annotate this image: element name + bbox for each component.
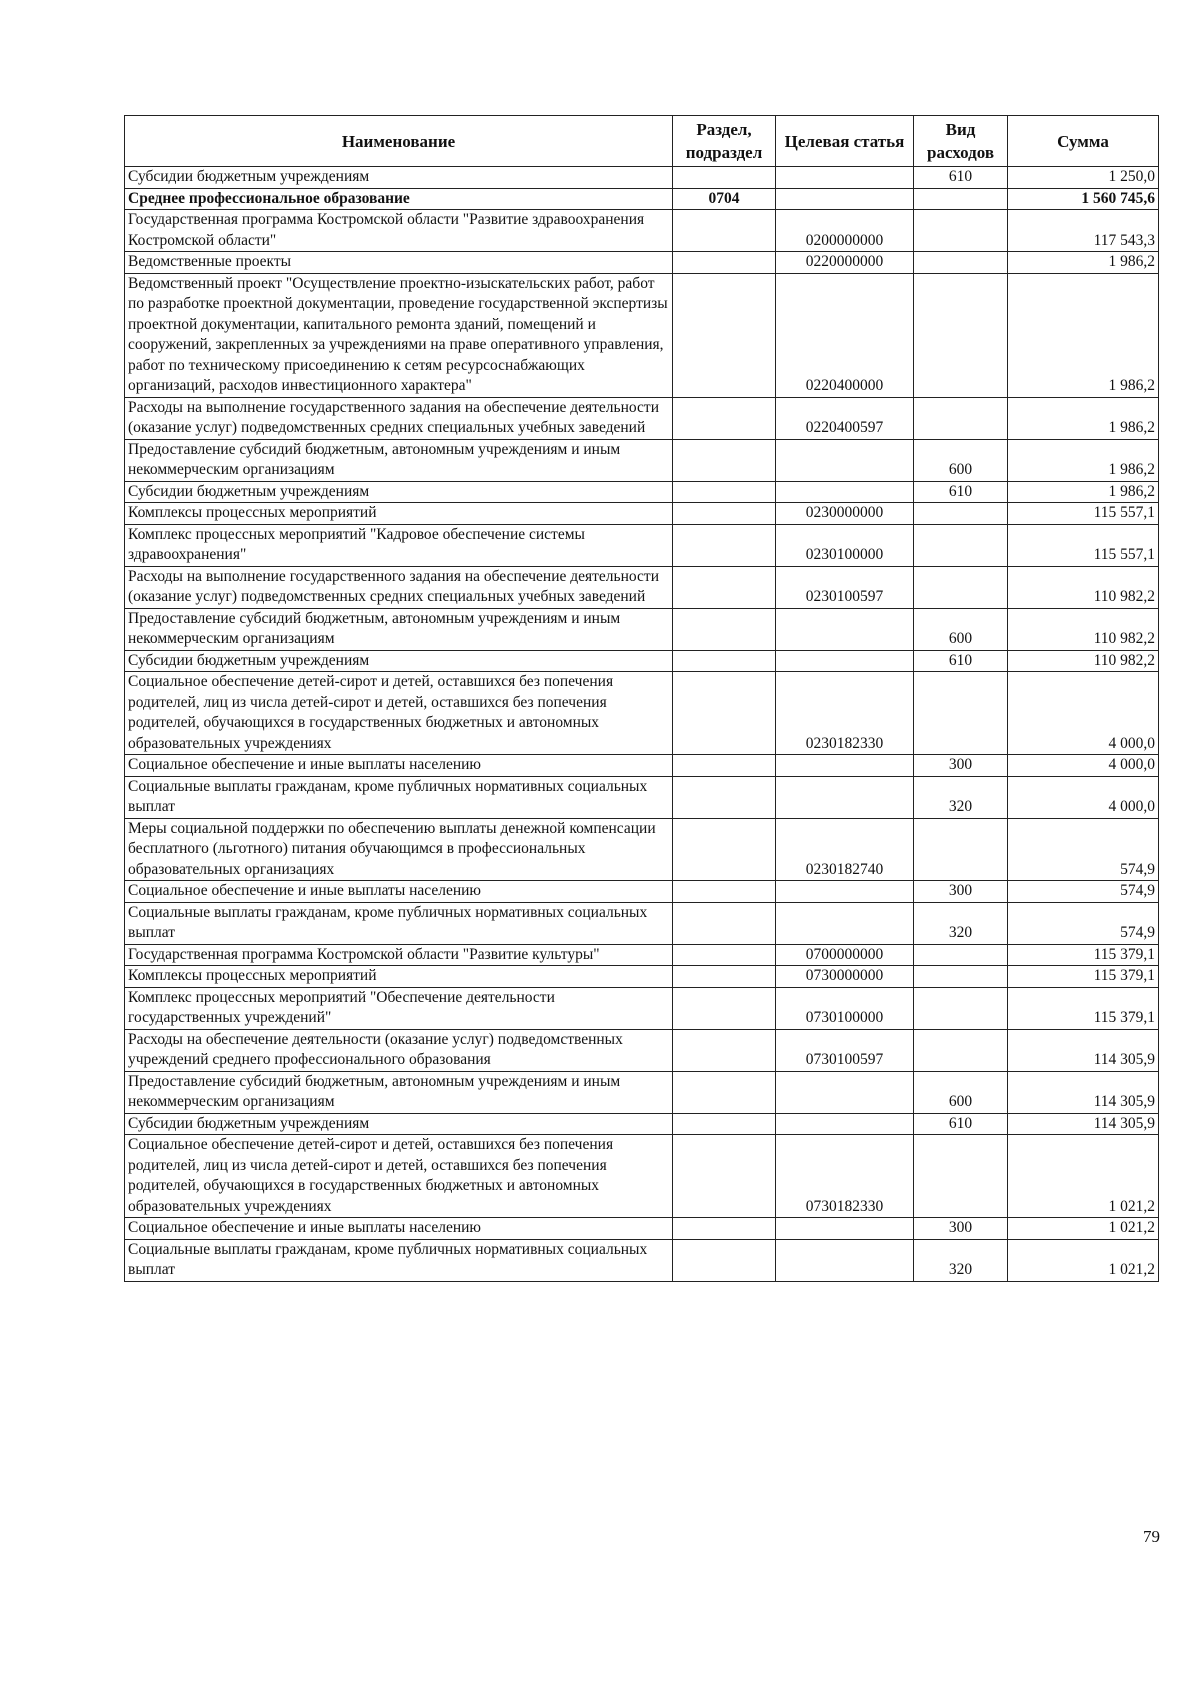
cell-type <box>914 503 1008 525</box>
table-row <box>125 252 1159 274</box>
cell-section <box>673 1218 776 1240</box>
cell-section <box>673 397 776 439</box>
table-row <box>125 944 1159 966</box>
cell-sum: 114 305,9 <box>1008 1071 1159 1113</box>
cell-sum: 110 982,2 <box>1008 608 1159 650</box>
cell-section <box>673 524 776 566</box>
header-target: Целевая статья <box>776 116 914 167</box>
table-row <box>125 966 1159 988</box>
table-row <box>125 987 1159 1029</box>
table-row <box>125 503 1159 525</box>
cell-name: Комплексы процессных мероприятий <box>125 503 673 525</box>
table-row <box>125 397 1159 439</box>
cell-target: 0230100000 <box>776 524 914 566</box>
cell-sum: 574,9 <box>1008 881 1159 903</box>
cell-name: Социальное обеспечение и иные выплаты населению <box>125 881 673 903</box>
cell-sum: 1 986,2 <box>1008 439 1159 481</box>
cell-section <box>673 1113 776 1135</box>
cell-section <box>673 1239 776 1281</box>
cell-type <box>914 1135 1008 1218</box>
budget-table <box>124 115 1159 1282</box>
cell-target: 0230000000 <box>776 503 914 525</box>
cell-target <box>776 1113 914 1135</box>
cell-type: 610 <box>914 481 1008 503</box>
cell-section <box>673 1071 776 1113</box>
cell-name: Предоставление субсидий бюджетным, автономным учреждениям и иным некоммерческим организациям <box>125 608 673 650</box>
table-row <box>125 1113 1159 1135</box>
cell-name: Социальное обеспечение детей-сирот и детей, оставшихся без попечения родителей, лиц из числа детей-сирот и детей, оставшихся без попечения родителей, обучающихся в государственных бюджетных и автономных образовательных учреждениях <box>125 672 673 755</box>
cell-name: Социальное обеспечение и иные выплаты населению <box>125 1218 673 1240</box>
cell-target: 0230182740 <box>776 818 914 881</box>
table-row <box>125 1071 1159 1113</box>
cell-name: Субсидии бюджетным учреждениям <box>125 650 673 672</box>
cell-target <box>776 650 914 672</box>
cell-name: Меры социальной поддержки по обеспечению выплаты денежной компенсации бесплатного (льготного) питания обучающимся в профессиональных образовательных организациях <box>125 818 673 881</box>
cell-type: 610 <box>914 1113 1008 1135</box>
cell-section <box>673 566 776 608</box>
table-row <box>125 524 1159 566</box>
table-row <box>125 210 1159 252</box>
cell-name: Комплекс процессных мероприятий "Кадровое обеспечение системы здравоохранения" <box>125 524 673 566</box>
cell-type: 600 <box>914 439 1008 481</box>
cell-section <box>673 902 776 944</box>
cell-section <box>673 273 776 397</box>
cell-sum: 1 986,2 <box>1008 481 1159 503</box>
cell-target: 0730100597 <box>776 1029 914 1071</box>
table-row <box>125 608 1159 650</box>
cell-section: 0704 <box>673 188 776 210</box>
cell-type: 320 <box>914 902 1008 944</box>
table-body <box>125 167 1159 1282</box>
cell-target <box>776 881 914 903</box>
cell-sum: 1 021,2 <box>1008 1218 1159 1240</box>
cell-section <box>673 672 776 755</box>
cell-target <box>776 1218 914 1240</box>
cell-name: Комплексы процессных мероприятий <box>125 966 673 988</box>
cell-sum: 115 379,1 <box>1008 987 1159 1029</box>
header-type: Вид расходов <box>914 116 1008 167</box>
cell-target: 0700000000 <box>776 944 914 966</box>
cell-type <box>914 252 1008 274</box>
cell-type <box>914 672 1008 755</box>
table-row <box>125 273 1159 397</box>
cell-target: 0730000000 <box>776 966 914 988</box>
cell-sum: 114 305,9 <box>1008 1029 1159 1071</box>
cell-target <box>776 1239 914 1281</box>
cell-section <box>673 1135 776 1218</box>
cell-type <box>914 566 1008 608</box>
cell-sum: 115 557,1 <box>1008 524 1159 566</box>
cell-section <box>673 608 776 650</box>
table-row <box>125 167 1159 189</box>
cell-name: Социальные выплаты гражданам, кроме публичных нормативных социальных выплат <box>125 1239 673 1281</box>
cell-type <box>914 210 1008 252</box>
cell-section <box>673 755 776 777</box>
page-number: 79 <box>1143 1527 1160 1546</box>
table-row <box>125 481 1159 503</box>
cell-type: 600 <box>914 1071 1008 1113</box>
cell-target <box>776 608 914 650</box>
cell-sum: 574,9 <box>1008 818 1159 881</box>
cell-sum: 1 560 745,6 <box>1008 188 1159 210</box>
table-row <box>125 188 1159 210</box>
table-row <box>125 755 1159 777</box>
cell-target <box>776 439 914 481</box>
cell-name: Субсидии бюджетным учреждениям <box>125 481 673 503</box>
cell-type: 300 <box>914 881 1008 903</box>
cell-target: 0230100597 <box>776 566 914 608</box>
cell-type <box>914 818 1008 881</box>
cell-section <box>673 776 776 818</box>
table-row <box>125 439 1159 481</box>
cell-section <box>673 966 776 988</box>
cell-name: Ведомственные проекты <box>125 252 673 274</box>
table-header-row <box>125 116 1159 167</box>
cell-name: Предоставление субсидий бюджетным, автономным учреждениям и иным некоммерческим организациям <box>125 439 673 481</box>
cell-target: 0220000000 <box>776 252 914 274</box>
cell-target <box>776 188 914 210</box>
cell-type <box>914 966 1008 988</box>
cell-type <box>914 188 1008 210</box>
cell-type <box>914 397 1008 439</box>
cell-target: 0730182330 <box>776 1135 914 1218</box>
cell-type <box>914 944 1008 966</box>
cell-sum: 1 250,0 <box>1008 167 1159 189</box>
cell-target: 0730100000 <box>776 987 914 1029</box>
cell-section <box>673 1029 776 1071</box>
cell-section <box>673 881 776 903</box>
cell-sum: 1 986,2 <box>1008 252 1159 274</box>
cell-section <box>673 650 776 672</box>
cell-name: Социальные выплаты гражданам, кроме публичных нормативных социальных выплат <box>125 776 673 818</box>
cell-name: Расходы на выполнение государственного задания на обеспечение деятельности (оказание услуг) подведомственных средних специальных учебных заведений <box>125 397 673 439</box>
cell-section <box>673 252 776 274</box>
cell-section <box>673 167 776 189</box>
cell-section <box>673 944 776 966</box>
header-name: Наименование <box>125 116 673 167</box>
header-section: Раздел, подраздел <box>673 116 776 167</box>
cell-sum: 4 000,0 <box>1008 776 1159 818</box>
cell-name: Расходы на обеспечение деятельности (оказание услуг) подведомственных учреждений среднего профессионального образования <box>125 1029 673 1071</box>
cell-sum: 4 000,0 <box>1008 672 1159 755</box>
cell-section <box>673 503 776 525</box>
cell-name: Комплекс процессных мероприятий "Обеспечение деятельности государственных учреждений" <box>125 987 673 1029</box>
cell-sum: 114 305,9 <box>1008 1113 1159 1135</box>
cell-target: 0220400597 <box>776 397 914 439</box>
cell-target <box>776 1071 914 1113</box>
cell-section <box>673 210 776 252</box>
table-row <box>125 776 1159 818</box>
cell-target <box>776 776 914 818</box>
cell-target <box>776 481 914 503</box>
cell-type <box>914 1029 1008 1071</box>
cell-section <box>673 481 776 503</box>
cell-target: 0220400000 <box>776 273 914 397</box>
cell-target <box>776 167 914 189</box>
cell-sum: 1 986,2 <box>1008 397 1159 439</box>
cell-sum: 574,9 <box>1008 902 1159 944</box>
cell-target: 0200000000 <box>776 210 914 252</box>
table-row <box>125 650 1159 672</box>
cell-type: 300 <box>914 1218 1008 1240</box>
cell-type: 610 <box>914 167 1008 189</box>
table-row <box>125 1218 1159 1240</box>
cell-type: 300 <box>914 755 1008 777</box>
cell-target: 0230182330 <box>776 672 914 755</box>
cell-sum: 110 982,2 <box>1008 650 1159 672</box>
table-row <box>125 672 1159 755</box>
cell-name: Социальные выплаты гражданам, кроме публичных нормативных социальных выплат <box>125 902 673 944</box>
table-row <box>125 881 1159 903</box>
cell-sum: 115 379,1 <box>1008 944 1159 966</box>
cell-sum: 4 000,0 <box>1008 755 1159 777</box>
cell-name: Ведомственный проект "Осуществление проектно-изыскательских работ, работ по разработке проектной документации, проведение государственной экспертизы проектной документации, капитального ремонта зданий, помещений и сооружений, закрепленных за учреждениями на праве оперативного управления, работ по техническому присоединению к сетям ресурсоснабжающих организаций, расходов инвестиционного характера" <box>125 273 673 397</box>
table-row <box>125 566 1159 608</box>
cell-sum: 1 986,2 <box>1008 273 1159 397</box>
cell-type: 320 <box>914 776 1008 818</box>
cell-name: Государственная программа Костромской области "Развитие культуры" <box>125 944 673 966</box>
cell-type <box>914 273 1008 397</box>
cell-type <box>914 987 1008 1029</box>
table-row <box>125 1239 1159 1281</box>
cell-sum: 110 982,2 <box>1008 566 1159 608</box>
cell-type: 320 <box>914 1239 1008 1281</box>
cell-section <box>673 987 776 1029</box>
cell-section <box>673 439 776 481</box>
cell-sum: 115 557,1 <box>1008 503 1159 525</box>
cell-sum: 1 021,2 <box>1008 1239 1159 1281</box>
table-row <box>125 818 1159 881</box>
cell-type <box>914 524 1008 566</box>
table-row <box>125 1029 1159 1071</box>
header-sum: Сумма <box>1008 116 1159 167</box>
cell-target <box>776 755 914 777</box>
cell-name: Субсидии бюджетным учреждениям <box>125 1113 673 1135</box>
cell-name: Социальное обеспечение и иные выплаты населению <box>125 755 673 777</box>
cell-type: 600 <box>914 608 1008 650</box>
cell-name: Предоставление субсидий бюджетным, автономным учреждениям и иным некоммерческим организациям <box>125 1071 673 1113</box>
table-row <box>125 902 1159 944</box>
cell-name: Субсидии бюджетным учреждениям <box>125 167 673 189</box>
cell-name: Расходы на выполнение государственного задания на обеспечение деятельности (оказание услуг) подведомственных средних специальных учебных заведений <box>125 566 673 608</box>
cell-sum: 115 379,1 <box>1008 966 1159 988</box>
table-row <box>125 1135 1159 1218</box>
cell-section <box>673 818 776 881</box>
cell-target <box>776 902 914 944</box>
cell-sum: 1 021,2 <box>1008 1135 1159 1218</box>
cell-type: 610 <box>914 650 1008 672</box>
cell-name: Социальное обеспечение детей-сирот и детей, оставшихся без попечения родителей, лиц из числа детей-сирот и детей, оставшихся без попечения родителей, обучающихся в государственных бюджетных и автономных образовательных учреждениях <box>125 1135 673 1218</box>
cell-name: Государственная программа Костромской области "Развитие здравоохранения Костромской области" <box>125 210 673 252</box>
cell-name: Среднее профессиональное образование <box>125 188 673 210</box>
cell-sum: 117 543,3 <box>1008 210 1159 252</box>
